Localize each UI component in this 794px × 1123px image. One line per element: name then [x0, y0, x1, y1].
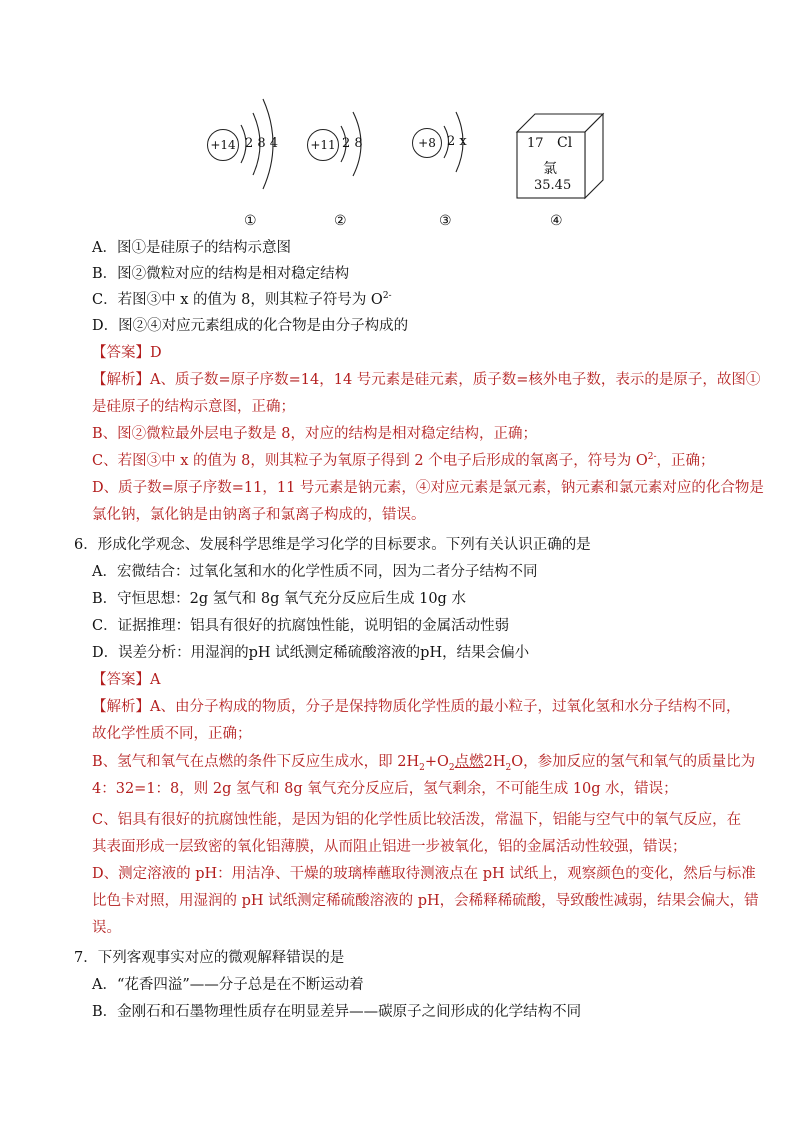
q5-analysis-5: D、质子数=原子序数=11，11 号元素是钠元素，④对应元素是氯元素，钠元素和氯元素对应的化合物是	[92, 480, 764, 496]
q5-analysis-6: 氯化钠，氯化钠是由钠离子和氯离子构成的，错误。	[92, 507, 426, 523]
figure-label-4: ④	[550, 213, 563, 229]
reaction-condition: 点燃	[454, 754, 484, 770]
atomic-number: 17	[527, 136, 544, 151]
element-symbol: Cl	[557, 135, 573, 151]
q5-analysis-1: 【解析】A、质子数=原子序数=14，14 号元素是硅元素，质子数=核外电子数，表示的是原子，故图①	[92, 372, 761, 388]
figure-label-3: ③	[439, 213, 452, 229]
q5-answer: 【答案】D	[92, 345, 162, 361]
nucleus-3: +8	[412, 128, 442, 158]
sodium-ion-diagram	[305, 100, 385, 190]
q7-option-a: A．“花香四溢”——分子总是在不断运动着	[92, 977, 364, 993]
q5-option-a: A．图①是硅原子的结构示意图	[92, 240, 291, 256]
q6-option-a: A．宏微结合：过氧化氢和水的化学性质不同，因为二者分子结构不同	[92, 564, 538, 580]
nucleus-2: +11	[307, 129, 339, 161]
q6-analysis-9: 误。	[92, 920, 121, 936]
q6-analysis-3: B、氢气和氧气在点燃的条件下反应生成水，即 $2H_2+O_2$点燃$2H_2O$，参加反应的氢气和氧气的质量比为	[92, 754, 756, 773]
q5-analysis-4: C、若图③中 x 的值为 8，则其粒子为氧原子得到 2 个电子后形成的氧离子，符号为 $O^{2-}$，正确；	[92, 452, 715, 469]
q6-option-b: B．守恒思想：2g 氢气和 8g 氧气充分反应后生成 10g 水	[92, 591, 466, 607]
q6-analysis-7: D、测定溶液的 pH：用洁净、干燥的玻璃棒蘸取待测液点在 pH 试纸上，观察颜色的变化，然后与标准	[92, 866, 756, 882]
q5-analysis-3: B、图②微粒最外层电子数是 8，对应的结构是相对稳定结构，正确；	[92, 426, 537, 442]
q6-analysis-1: 【解析】A、由分子构成的物质，分子是保持物质化学性质的最小粒子，过氧化氢和水分子结构不同，	[92, 699, 741, 715]
q7-option-b: B．金刚石和石墨物理性质存在明显差异——碳原子之间形成的化学结构不同	[92, 1004, 582, 1020]
q6-stem: 6．形成化学观念、发展科学思维是学习化学的目标要求。下列有关认识正确的是	[74, 537, 591, 553]
atomic-mass: 35.45	[534, 178, 572, 193]
q6-option-d: D．误差分析：用湿润的pH 试纸测定稀硫酸溶液的pH，结果会偏小	[92, 645, 530, 661]
shell-numbers-2: 2 8	[342, 136, 363, 151]
q6-analysis-5: C、铝具有很好的抗腐蚀性能，是因为铝的化学性质比较活泼，常温下，铝能与空气中的氧气反应，在	[92, 812, 742, 828]
q5-option-c: C．若图③中 x 的值为 8，则其粒子符号为 $O^{2-}$	[92, 291, 392, 308]
q5-option-d: D．图②④对应元素组成的化合物是由分子构成的	[92, 318, 409, 334]
q6-answer: 【答案】A	[92, 672, 161, 688]
shell-numbers-3: 2 x	[447, 134, 467, 149]
chlorine-element-cell	[515, 112, 605, 202]
figure-label-1: ①	[244, 213, 257, 229]
q6-analysis-2: 故化学性质不同，正确；	[92, 726, 252, 742]
shell-numbers-1: 2 8 4	[245, 136, 279, 151]
nucleus-1: +14	[207, 129, 239, 161]
q6-analysis-6: 其表面形成一层致密的氧化铝薄膜，从而阻止铝进一步被氧化，铝的金属活动性较强，错误；	[92, 839, 687, 855]
oxygen-particle-diagram	[410, 108, 490, 183]
element-name: 氯	[543, 161, 557, 177]
q6-option-c: C．证据推理：铝具有很好的抗腐蚀性能，说明铝的金属活动性弱	[92, 618, 510, 634]
figure-label-2: ②	[334, 213, 347, 229]
q7-stem: 7．下列客观事实对应的微观解释错误的是	[74, 950, 345, 966]
q5-analysis-2: 是硅原子的结构示意图，正确；	[92, 399, 295, 415]
q6-analysis-4: 4：32=1：8，则 2g 氢气和 8g 氧气充分反应后，氢气剩余，不可能生成 10g 水，错误；	[92, 781, 678, 797]
q6-analysis-8: 比色卡对照，用湿润的 pH 试纸测定稀硫酸溶液的 pH，会稀释稀硫酸，导致酸性减弱，结果会偏大，错	[92, 893, 759, 909]
q5-option-b: B．图②微粒对应的结构是相对稳定结构	[92, 266, 350, 282]
silicon-atom-diagram	[205, 95, 295, 190]
